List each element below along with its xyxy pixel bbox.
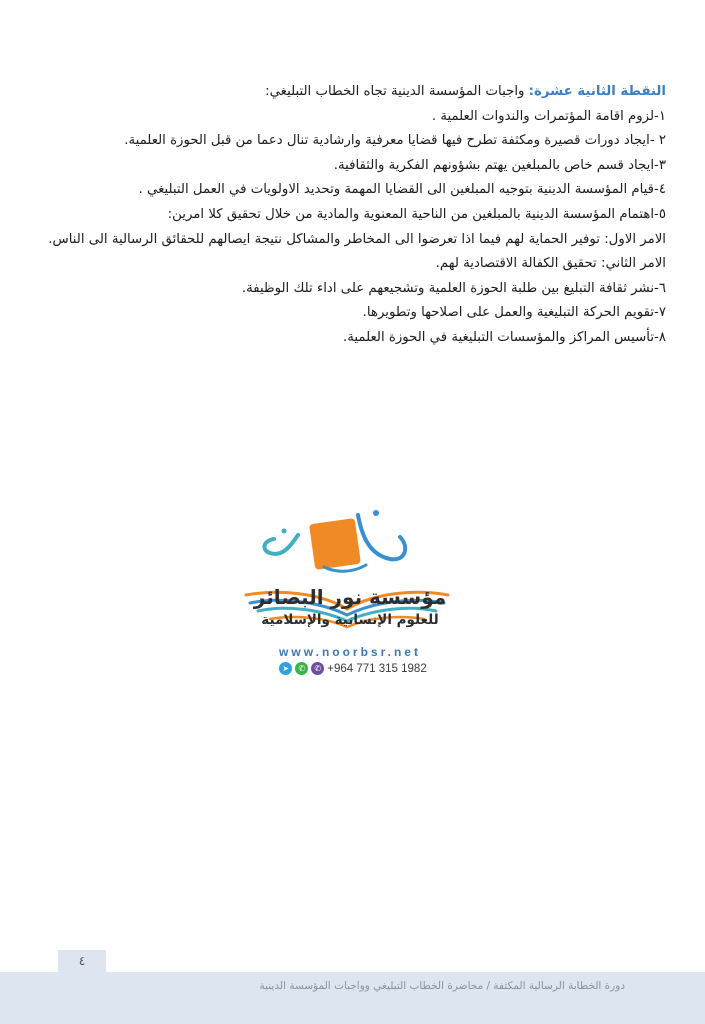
logo-calligraphy-stroke: [264, 535, 298, 554]
logo-calligraphy-stroke: [358, 515, 405, 559]
list-item: ٧-تقويم الحركة التبليغية والعمل على اصلاحها وتطويرها.: [362, 305, 666, 321]
list-item: ٥-اهتمام المؤسسة الدينية بالمبلغين من الناحية المعنوية والمادية من خلال تحقيق كلا امرين:: [167, 206, 666, 222]
logo-dot: [282, 529, 287, 534]
list-item: ٤-قيام المؤسسة الدينية بتوجيه المبلغين الى القضايا المهمة وتحديد الاولويات في العمل التبليغي .: [138, 182, 666, 198]
list-item: ٨-تأسيس المراكز والمؤسسات التبليغية في الحوزة العلمية.: [343, 329, 666, 345]
list-item: ٢ -ايجاد دورات قصيرة ومكثفة تطرح فيها قضايا معرفية وارشادية تنال دعما من قبل الحوزة العلمية.: [124, 133, 666, 149]
institution-name: مؤسسة نور البصائر: [253, 585, 447, 609]
heading-text: واجبات المؤسسة الدينية تجاه الخطاب التبليغي:: [265, 84, 529, 99]
list-item: ٦-نشر ثقافة التبليغ بين طلبة الحوزة العلمية وتشجيعهم على اداء تلك الوظيفة.: [241, 280, 666, 296]
whatsapp-icon: ✆: [295, 662, 308, 675]
list-item: ٣-ايجاد قسم خاص بالمبلغين يهتم بشؤونهم الفكرية والثقافية.: [333, 157, 666, 173]
section-heading: [40, 80, 666, 105]
contact-row: [268, 662, 438, 675]
logo-orange-block: [309, 518, 361, 570]
list-item: الامر الثاني: تحقيق الكفالة الاقتصادية لهم.: [435, 256, 666, 272]
viber-icon: ✆: [311, 662, 324, 675]
page-number: ٤: [58, 950, 106, 972]
document-body: [40, 80, 666, 351]
footer-text: دورة الخطابة الرسالية المكثفة / محاضرة الخطاب التبليغي وواجبات المؤسسة الدينية: [259, 980, 625, 992]
telegram-icon: ➤: [279, 662, 292, 675]
list-item: ١-لزوم اقامة المؤتمرات والندوات العلمية .: [431, 108, 666, 124]
institution-subtitle: للعلوم الإنسانية والإسلامية: [261, 612, 439, 628]
website-link[interactable]: www.noorbsr.net: [279, 645, 421, 659]
logo-dot: [373, 510, 379, 516]
heading-label: النقطة الثانية عشرة:: [528, 84, 666, 99]
phone-number: +964 771 315 1982: [327, 662, 427, 675]
list-item: الامر الاول: توفير الحماية لهم فيما اذا تعرضوا الى المخاطر والمشاكل نتيجة ايصالهم للحقائق الرسالية الى الناس.: [48, 231, 666, 247]
